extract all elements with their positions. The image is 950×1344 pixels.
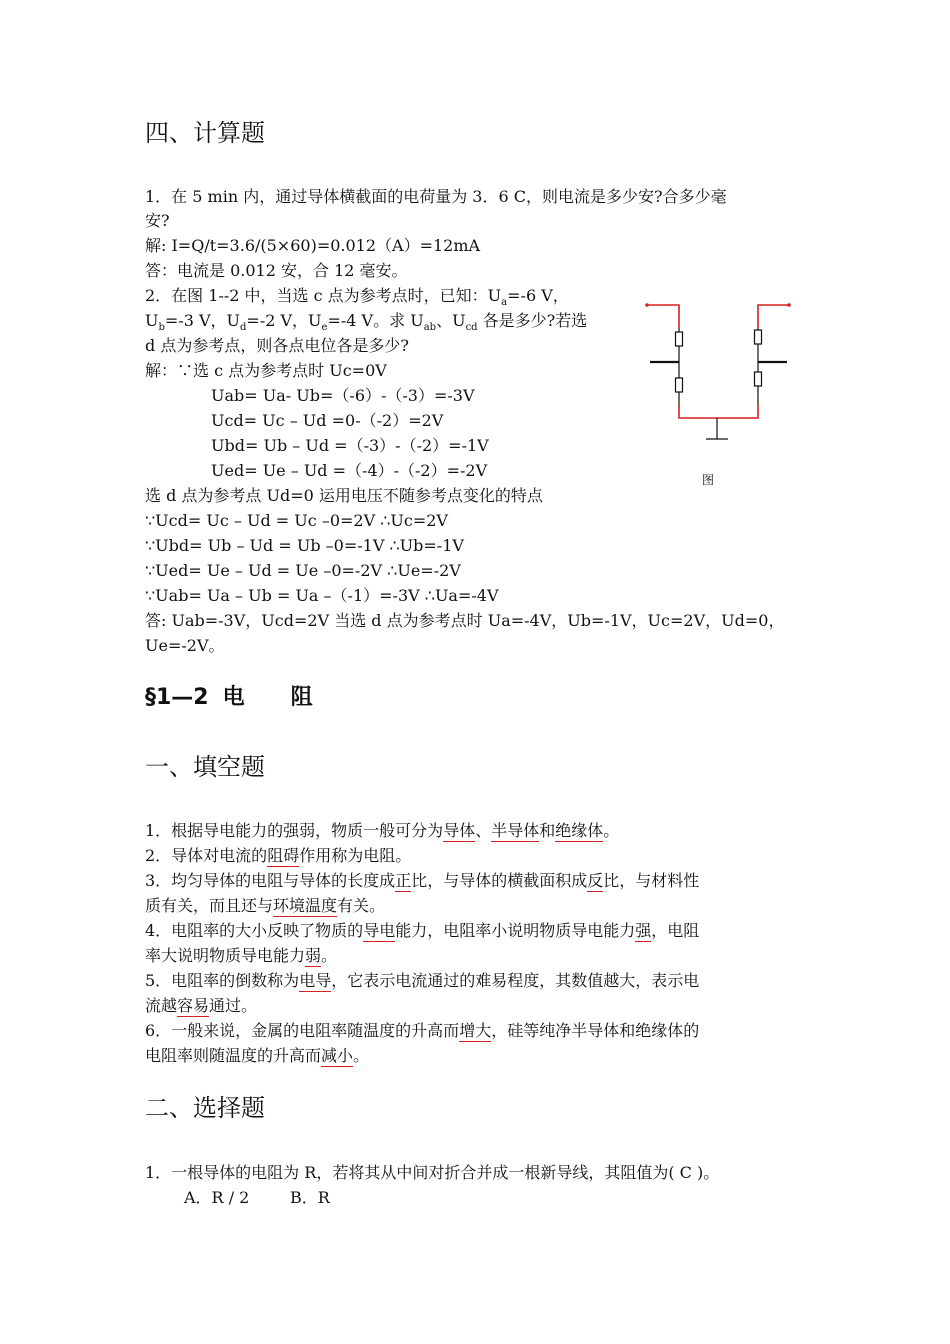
fill-q5-line1: 5．电阻率的倒数称为电导，它表示电流通过的难易程度，其数值越大，表示电 (145, 971, 700, 990)
right-branch (755, 328, 762, 404)
calc-q2-solution-intro: 解：∵选 c 点为参考点时 Uc=0V (145, 361, 387, 380)
calc-q2-line3: d 点为参考点，则各点电位各是多少? (145, 336, 409, 355)
fill-q4-line1: 4．电阻率的大小反映了物质的导电能力，电阻率小说明物质导电能力强，电阻 (145, 921, 700, 940)
choice-heading: 二、选择题 (145, 1094, 265, 1122)
calc-q2-alt-step: ∵Ubd= Ub – Ud = Ub –0=-1V ∴Ub=-1V (145, 536, 464, 555)
calc-q1-answer: 答：电流是 0.012 安，合 12 毫安。 (145, 261, 408, 280)
fill-q6-line2: 电阻率则随温度的升高而减小。 (145, 1046, 370, 1065)
calc-q2-step: Uab= Ua- Ub=（-6）-（-3）=-3V (211, 386, 475, 405)
calc-q2-answer-line1: 答: Uab=-3V，Ucd=2V 当选 d 点为参考点时 Ua=-4V，Ub=-1V，Uc=2V，Ud=0， (145, 611, 785, 630)
calc-q2-step: Ued= Ue – Ud =（-4）-（-2）=-2V (211, 461, 488, 480)
resistor-upper-left (676, 332, 683, 346)
fill-q1: 1．根据导电能力的强弱，物质一般可分为导体、半导体和绝缘体。 (145, 821, 620, 840)
calc-heading: 四、计算题 (145, 119, 265, 147)
left-branch (676, 328, 683, 404)
fill-q3-line2: 质有关，而且还与环境温度有关。 (145, 896, 386, 915)
ground-symbol (706, 418, 728, 439)
resistor-upper-right (755, 330, 762, 344)
calc-q2-alt-step: ∵Ued= Ue – Ud = Ue –0=-2V ∴Ue=-2V (145, 561, 461, 580)
calc-q1-line1: 1．在 5 min 内，通过导体横截面的电荷量为 3．6 C，则电流是多少安?合多少毫 (145, 187, 727, 206)
fill-q6-line1: 6．一般来说，金属的电阻率随温度的升高而增大，硅等纯净半导体和绝缘体的 (145, 1021, 700, 1040)
choice-q1-options: A．R / 2 B．R (184, 1188, 330, 1207)
calc-q2-alt-step: ∵Ucd= Uc – Ud = Uc –0=2V ∴Uc=2V (145, 511, 448, 530)
circuit-diagram (645, 298, 795, 494)
fill-q3-line1: 3．均匀导体的电阻与导体的长度成正比，与导体的横截面积成反比，与材料性 (145, 871, 700, 890)
calc-q1-line2: 安? (145, 211, 170, 230)
terminal-right (787, 303, 791, 307)
fill-q5-line2: 流越容易通过。 (145, 996, 258, 1015)
calc-q2-alt-step: ∵Uab= Ua – Ub = Ua –（-1）=-3V ∴Ua=-4V (145, 586, 499, 605)
figure-caption: 图 (702, 473, 715, 487)
fill-heading: 一、填空题 (145, 753, 265, 781)
fill-q4-line2: 率大说明物质导电能力弱。 (145, 946, 338, 965)
calc-q2-line1: 2．在图 1--2 中，当选 c 点为参考点时，已知：$U_a=-6$ V， (145, 286, 569, 308)
calc-q2-answer-line2: Ue=-2V。 (145, 636, 225, 655)
calc-q2-step: Ucd= Uc – Ud =0-（-2）=2V (211, 411, 444, 430)
resistor-lower-left (676, 378, 683, 392)
section-title: §1—2 电 阻 (145, 685, 313, 710)
fill-q2: 2．导体对电流的阻碍作用称为电阻。 (145, 846, 412, 865)
calc-q2-line2: $U_b=-3$ V，$U_d=-2$ V，$U_e=-4$ V。求 $U_{ab}$、$U_{cd}$ 各是多少?若选 (145, 311, 588, 333)
calc-q1-solution: 解: I=Q/t=3.6/(5×60)=0.012（A）=12mA (145, 236, 481, 255)
calc-q2-step: Ubd= Ub – Ud =（-3）-（-2）=-1V (211, 436, 489, 455)
resistor-lower-right (755, 372, 762, 386)
terminal-left (645, 303, 649, 307)
choice-q1: 1．一根导体的电阻为 R，若将其从中间对折合并成一根新导线，其阻值为( C )。 (145, 1163, 720, 1182)
calc-q2-alt-intro: 选 d 点为参考点 Ud=0 运用电压不随参考点变化的特点 (145, 486, 543, 505)
